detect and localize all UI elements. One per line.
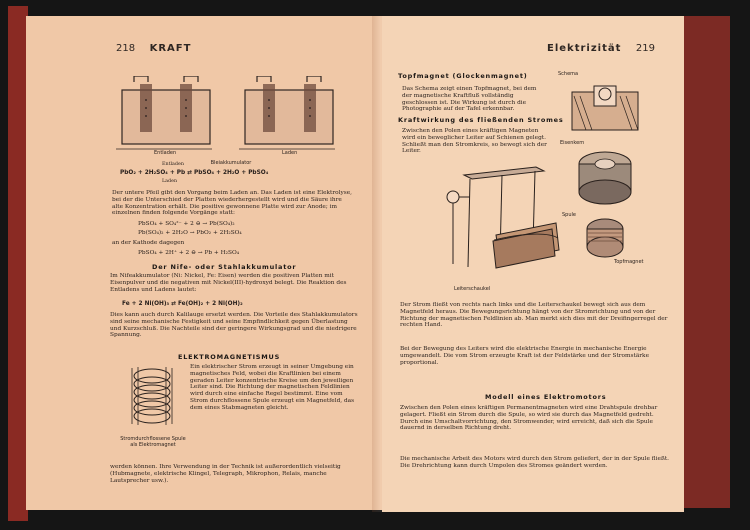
coil-svg [122, 360, 182, 438]
topfmagnet-svg [560, 76, 650, 271]
left-text-2: an der Kathode dagegen [112, 240, 185, 246]
left-text-3: Im Nifeakkumulator (Ni: Nickel, Fe: Eisen) werden die positiven Platten mit Eisenpulver und die negativen mit Nickel(III)-hydroxyd belegt. Die Reaktion des Entladens und Ladens lautet: [110, 273, 347, 293]
coil-turns [134, 369, 170, 423]
left-page [26, 16, 387, 510]
nickel-accumulator-heading: Der Nife- oder Stahlakkumulator [152, 263, 297, 271]
battery-caption: Bleiakkumulator [210, 160, 252, 166]
left-text-6: werden können. Ihre Verwendung in der Technik ist außerordentlich vielseitig (Hubmagnete, elektrische Klingel, Telegraph, Mikrophon, Relais, manche Lautsprecher usw.). [110, 464, 341, 484]
left-text-5: Ein elektrischer Strom erzeugt in seiner Umgebung ein magnetisches Feld, wobei die Kraftlinien bei einem geraden Leiter konzentrische Kreise um den jeweiligen Leiter sind. Die Richtung der magnetischen Feldlinien wird durch eine einfache Regel bestimmt. Eine vom Strom durchflossene Spule erzeugt ein Magnetfeld, das dem eines Stabmagneten gleicht. [190, 364, 355, 411]
left-equation-2: PbSO₄ + SO₄²⁻ + 2 ⊖ → Pb(SO₄)₂ [138, 221, 235, 227]
right-page [382, 16, 684, 512]
force-heading: Kraftwirkung des fließenden Stromes [398, 116, 564, 124]
battery-label-charge: Laden [282, 150, 298, 156]
topfmagnet-heading: Topfmagnet (Glockenmagnet) [398, 72, 528, 80]
spule-label: Spule [562, 212, 576, 218]
right-text-5: Zwischen den Polen eines kräftigen Permanentmagneten wird eine Drahtspule drehbar gelagert. Fließt ein Strom durch die Spule, so wird sie durch das Magnetfeld gedreht. Durch eine Umschaltvorrichtung, den Stromwender, wird erreicht, daß sich die Spule dauernd in derselben Richtung dreht. [400, 405, 658, 432]
electromagnetism-heading: ELEKTROMAGNETISMUS [178, 353, 281, 361]
right-page-header [547, 43, 655, 54]
motor-model-heading: Modell eines Elektromotors [485, 393, 607, 401]
battery-cell-right [245, 90, 333, 144]
right-text-2: Zwischen den Polen eines kräftigen Magneten wird ein beweglicher Leiter auf Schienen gelegt. Schließt man den Stromkreis, so bewegt sich der Leiter. [402, 128, 547, 155]
left-text-1: Der untere Pfeil gibt den Vorgang beim Laden an. Das Laden ist eine Elektrolyse, bei der die Unterschied der Platten wiederhergestellt wird und die Säure ihre alte Konzentration erhält. Die positive gewonnene Platte wird zur Anode; im einzelnen finden folgende Vorgänge statt: [112, 190, 352, 217]
left-equation-5: Fe + 2 Ni(OH)₃ ⇄ Fe(OH)₂ + 2 Ni(OH)₂ [122, 301, 243, 307]
left-page-number: 218 [116, 43, 136, 54]
schema-label: Schema [558, 71, 579, 77]
topfmagnet-label: Topfmagnet [614, 259, 644, 265]
conductor-experiment-figure [440, 161, 565, 281]
right-text-1: Das Schema zeigt einen Topfmagnet, bei dem der magnetische Kraftfluß vollständig geschlossen ist. Die Wirkung ist durch die Photographie auf der Tafel erkennbar. [402, 86, 537, 113]
battery-figure [114, 76, 359, 158]
right-page-number: 219 [635, 43, 655, 54]
left-equation-3: Pb(SO₄)₂ + 2H₂O → PbO₂ + 2H₂SO₄ [138, 230, 242, 236]
battery-cell-left [122, 90, 210, 144]
conductor-svg [440, 161, 565, 281]
coil-caption: Stromdurchflossene Spule als Elektromagnet [120, 436, 186, 448]
equation-label-top: Entladen [162, 162, 184, 167]
leiterschaukel-label: Leiterschaukel [454, 286, 491, 292]
topfmagnet-figure [560, 76, 650, 271]
topfmagnet-photo [579, 152, 631, 257]
battery-label-discharge: Entladen [154, 150, 177, 156]
right-text-4: Bei der Bewegung des Leiters wird die elektrische Energie in mechanische Energie umgewandelt. Die vom Strom erzeugte Kraft ist der Feldstärke und der Stromstärke proportional. [400, 346, 650, 366]
equation-label-bottom: Laden [162, 179, 178, 184]
left-page-title: KRAFT [149, 43, 192, 54]
book-binding-left [8, 6, 28, 521]
left-page-header [116, 43, 191, 54]
eisen-label: Eisenkern [560, 140, 585, 146]
battery-diagram-svg [114, 76, 359, 158]
right-text-6: Die mechanische Arbeit des Motors wird durch den Strom geliefert, der in der Spule fließt. Die Drehrichtung kann durch Umpolen des Stromes geändert werden. [400, 456, 669, 469]
battery-equation: PbO₂ + 2H₂SO₄ + Pb ⇄ PbSO₄ + 2H₂O + PbSO₄ [120, 170, 269, 176]
right-page-title: Elektrizität [547, 43, 622, 54]
field-lines [132, 367, 172, 425]
left-text-4: Dies kann auch durch Kalilauge ersetzt werden. Die Vorteile des Stahlakkumulators sind seine mechanische Festigkeit und seine Empfindlichkeit gegen Überlastung und Kurzschluß. Die Nachteile sind der geringere Wirkungsgrad und die niedrigere Spannung. [110, 312, 358, 339]
right-text-3: Der Strom fließt von rechts nach links und die Leiterschaukel bewegt sich aus dem Magnetfeld heraus. Die Bewegungsrichtung hängt von der Stromrichtung und von der Richtung der magnetischen Feldlinien ab. Man merkt sich dies mit der Dreifingerregel der rechten Hand. [400, 302, 668, 329]
left-equation-4: PbSO₄ + 2H⁺ + 2 ⊖ → Pb + H₂SO₄ [138, 250, 240, 256]
coil-figure [122, 360, 182, 438]
